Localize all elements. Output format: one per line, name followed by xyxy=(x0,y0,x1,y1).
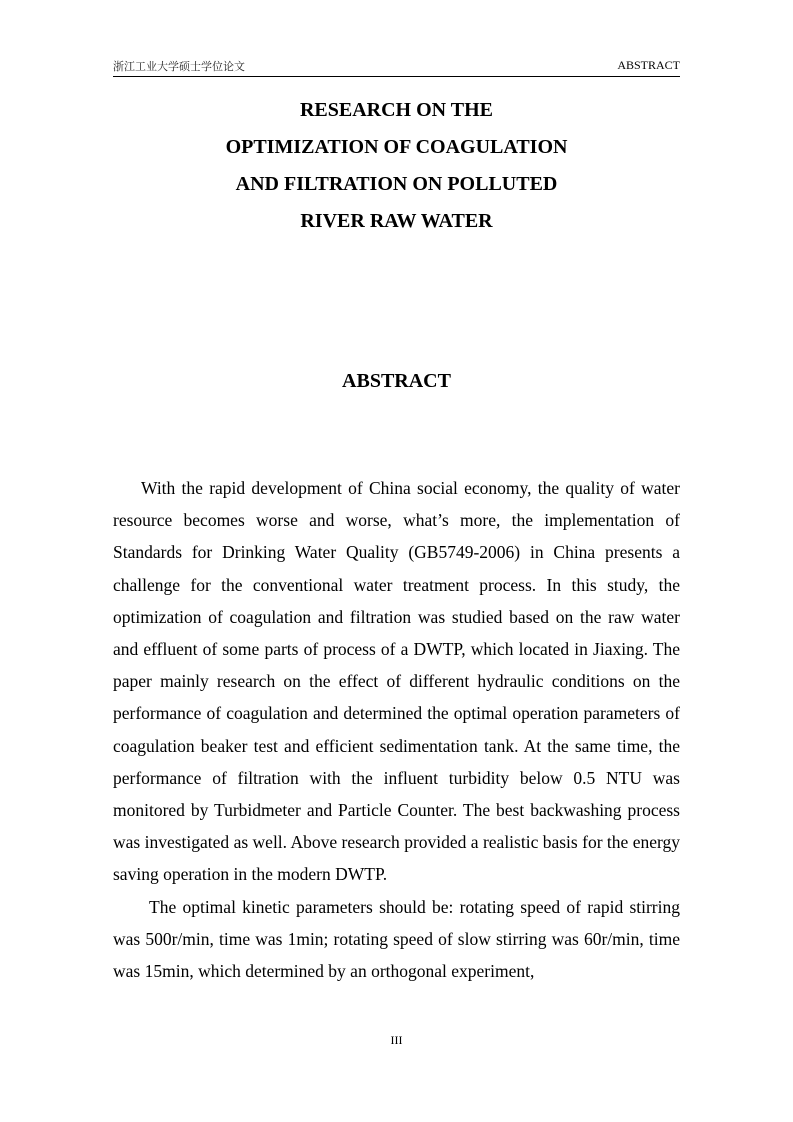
header-university-thesis: 浙江工业大学硕士学位论文 xyxy=(113,60,245,73)
title-line: AND FILTRATION ON POLLUTED xyxy=(235,173,558,195)
title-line: RIVER RAW WATER xyxy=(300,210,493,232)
page-number: III xyxy=(390,1033,403,1047)
title-line: OPTIMIZATION OF COAGULATION xyxy=(225,136,568,158)
thesis-title xyxy=(113,92,680,240)
abstract-body xyxy=(113,472,680,987)
abstract-paragraph: The optimal kinetic parameters should be: rotating speed of rapid stirring was 500r/min, time was 1min; rotating speed of slow stirring was 60r/min, time was 15min, which determined by an orthogonal experiment, xyxy=(113,896,680,982)
header-section-title: ABSTRACT xyxy=(617,58,680,72)
abstract-heading: ABSTRACT xyxy=(342,370,451,392)
abstract-paragraph: With the rapid development of China social economy, the quality of water resource becomes worse and worse, what’s more, the implementation of Standards for Drinking Water Quality (GB5749-2006) in China presents a challenge for the conventional water treatment process. In this study, the optimization of coagulation and filtration was studied based on the raw water and effluent of some parts of process of a DWTP, which located in Jiaxing. The paper mainly research on the effect of different hydraulic conditions on the performance of coagulation and determined the optimal operation parameters of coagulation beaker test and efficient sedimentation tank. At the same time, the performance of filtration with the influent turbidity below 0.5 NTU was monitored by Turbidmeter and Particle Counter. The best backwashing process was investigated as well. Above research provided a realistic basis for the energy saving operation in the modern DWTP. xyxy=(113,478,680,885)
title-line: RESEARCH ON THE xyxy=(299,99,493,121)
running-header xyxy=(113,56,680,77)
